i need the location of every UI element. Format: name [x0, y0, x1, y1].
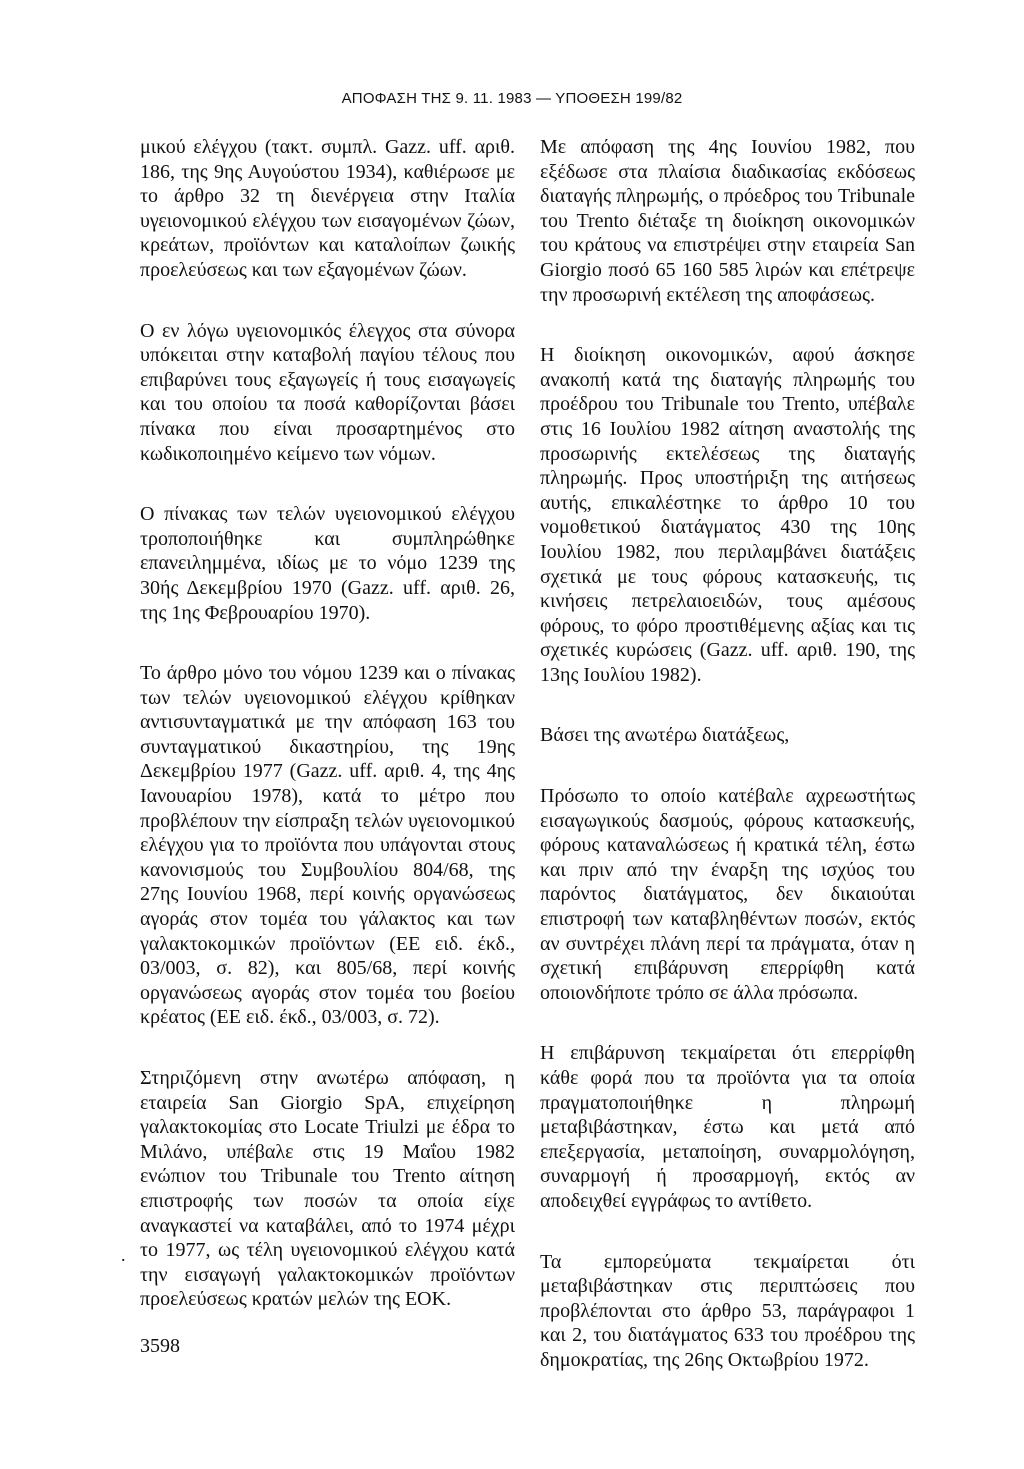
- paragraph: Η διοίκηση οικονομικών, αφού άσκησε ανακοπή κατά της διαταγής πληρωμής του προέδρου του Tribunale του Trento, υπέβαλε στις 16 Ιουλίου 1982 αίτηση αναστολής της προσωρινής εκτελέσεως της διαταγής πληρωμής. Προς υποστήριξη της αιτήσεως αυτής, επικαλέστηκε το άρθρο 10 του νομοθετικού διατάγματος 430 της 10ης Ιουλίου 1982, που περιλαμβάνει διατάξεις σχετικά με τους φόρους κατασκευής, τις κινήσεις πετρελαιοειδών, τους αμέσους φόρους, το φόρο προστιθέμενης αξίας και τις σχετικές κυρώσεις (Gazz. uff. αριθ. 190, της 13ης Ιουλίου 1982).: [540, 344, 915, 686]
- page-number: 3598: [140, 1335, 180, 1357]
- running-header: ΑΠΟΦΑΣΗ ΤΗΣ 9. 11. 1983 — ΥΠΟΘΕΣΗ 199/82: [341, 90, 683, 107]
- right-column: [540, 135, 915, 1409]
- paragraph: Με απόφαση της 4ης Ιουνίου 1982, που εξέδωσε στα πλαίσια διαδικασίας εκδόσεως διαταγής πληρωμής, ο πρόεδρος του Tribunale του Trento διέταξε τη διοίκηση οικονομικών του κράτους να επιστρέψει στην εταιρεία San Giorgio ποσό 65 160 585 λιρών και επέτρεψε την προσωρινή εκτέλεση της αποφάσεως.: [540, 136, 915, 306]
- paragraph: Βάσει της ανωτέρω διατάξεως,: [540, 724, 790, 747]
- margin-mark: .: [121, 1245, 126, 1265]
- paragraph: Πρόσωπο το οποίο κατέβαλε αχρεωστήτως εισαγωγικούς δασμούς, φόρους κατασκευής, φόρους καταναλώσεως ή κρατικά τέλη, έστω και πριν από την έναρξη της ισχύος του παρόντος διατάγματος, δεν δικαιούται επιστροφή των καταβληθέντων ποσών, εκτός αν συντρέχει πλάνη περί τα πράγματα, όταν η σχετική επιβάρυνση επερρίφθη κατά οποιονδήποτε τρόπο σε άλλα πρόσωπα.: [540, 785, 915, 1004]
- paragraph: μικού ελέγχου (τακτ. συμπλ. Gazz. uff. αριθ. 186, της 9ης Αυγούστου 1934), καθιέρωσε με το άρθρο 32 τη διενέργεια στην Ιταλία υγειονομικού ελέγχου των εισαγομένων ζώων, κρεάτων, προϊόντων και καταλοίπων ζωικής προελεύσεως και των εξαγομένων ζώων.: [140, 136, 515, 281]
- paragraph: Η επιβάρυνση τεκμαίρεται ότι επερρίφθη κάθε φορά που τα προϊόντα για τα οποία πραγματοποιήθηκε η πληρωμή μεταβιβάστηκαν, έστω και μετά από επεξεργασία, μεταποίηση, συναρμολόγηση, συναρμογή ή προσαρμογή, εκτός αν αποδειχθεί εγγράφως το αντίθετο.: [540, 1042, 915, 1212]
- paragraph: Στηριζόμενη στην ανωτέρω απόφαση, η εταιρεία San Giorgio SpA, επιχείρηση γαλακτοκομίας στο Locate Triulzi με έδρα το Μιλάνο, υπέβαλε στις 19 Μαΐου 1982 ενώπιον του Tribunale του Trento αίτηση επιστροφής των ποσών τα οποία είχε αναγκαστεί να καταβάλει, από το 1974 μέχρι το 1977, ως τέλη υγειονομικού ελέγχου κατά την εισαγωγή γαλακτοκομικών προϊόντων προελεύσεως κρατών μελών της ΕΟΚ.: [140, 1067, 515, 1311]
- paragraph: Το άρθρο μόνο του νόμου 1239 και ο πίνακας των τελών υγειονομικού ελέγχου κρίθηκαν αντισυνταγματικά με την απόφαση 163 του συνταγματικού δικαστηρίου, της 19ης Δεκεμβρίου 1977 (Gazz. uff. αριθ. 4, της 4ης Ιανουαρίου 1978), κατά το μέτρο που προβλέπουν την είσπραξη τελών υγειονομικού ελέγχου για το προϊόντα που υπάγονται στους κανονισμούς του Συμβουλίου 804/68, της 27ης Ιουνίου 1968, περί κοινής οργανώσεως αγοράς στον τομέα του γάλακτος και των γαλακτοκομικών προϊόντων (ΕΕ ειδ. έκδ., 03/003, σ. 82), και 805/68, περί κοινής οργανώσεως αγοράς στον τομέα του βοείου κρέατος (ΕΕ ειδ. έκδ., 03/003, σ. 72).: [140, 662, 515, 1029]
- paragraph: Ο εν λόγω υγειονομικός έλεγχος στα σύνορα υπόκειται στην καταβολή παγίου τέλους που επιβαρύνει τους εξαγωγείς ή τους εισαγωγείς και του οποίου τα ποσά καθορίζονται βάσει πίνακα που είναι προσαρτημένος στο κωδικοποιημένο κείμενο των νόμων.: [140, 319, 515, 465]
- paragraph: Τα εμπορεύματα τεκμαίρεται ότι μεταβιβάστηκαν στις περιπτώσεις που προβλέπονται στο άρθρο 53, παράγραφοι 1 και 2, του διατάγματος 633 του προέδρου της δημοκρατίας, της 26ης Οκτωβρίου 1972.: [540, 1250, 915, 1371]
- left-column: [140, 135, 515, 1348]
- paragraph: Ο πίνακας των τελών υγειονομικού ελέγχου τροποποιήθηκε και συμπληρώθηκε επανειλημμένα, ιδίως με το νόμο 1239 της 30ής Δεκεμβρίου 1970 (Gazz. uff. αριθ. 26, της 1ης Φεβρουαρίου 1970).: [140, 503, 515, 624]
